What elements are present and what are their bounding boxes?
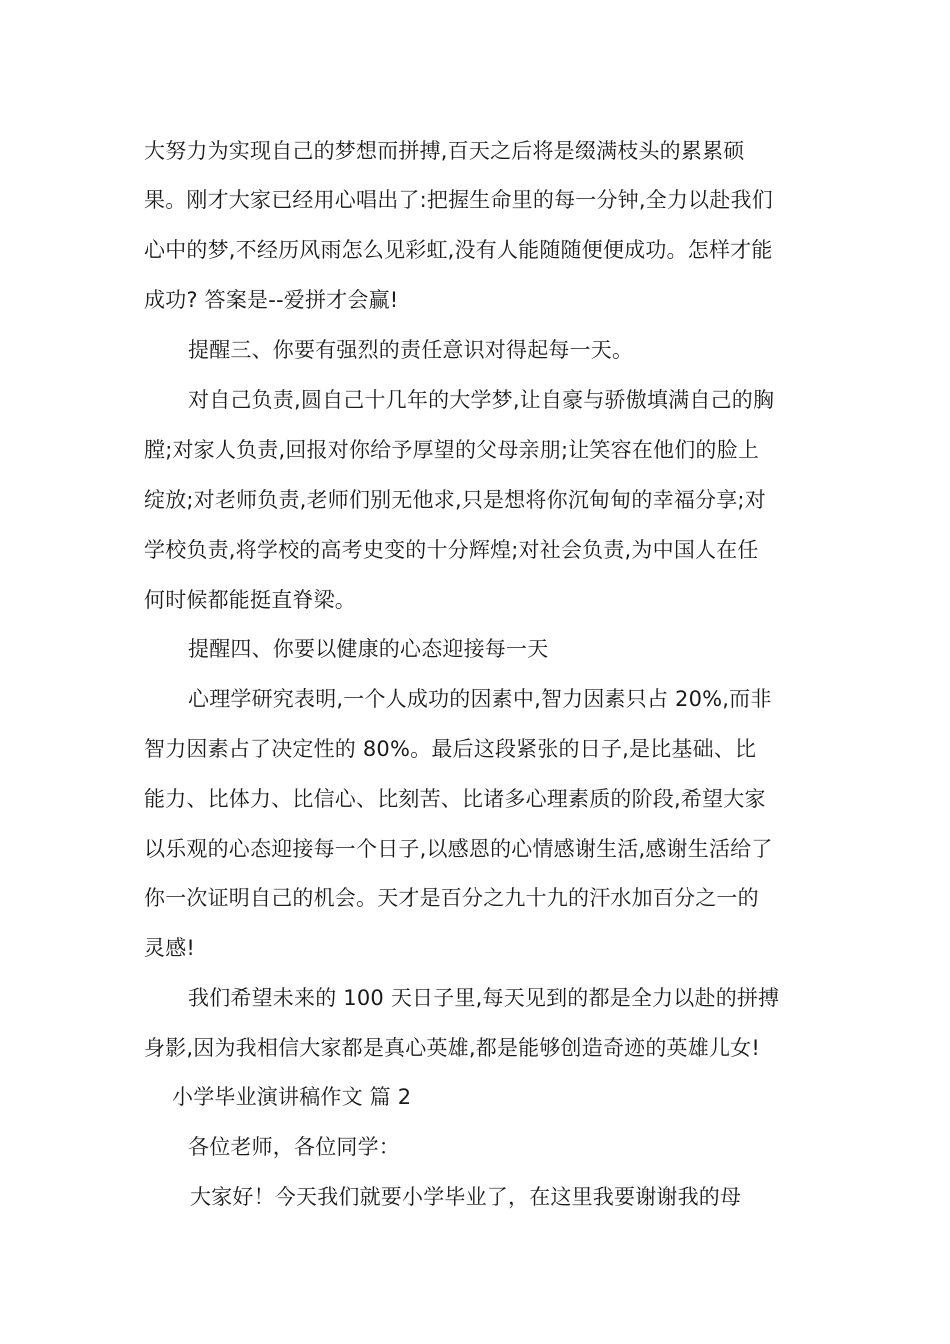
- text-line: 学校负责,将学校的高考史变的十分辉煌;对社会负责,为中国人在任: [144, 538, 759, 562]
- text-line: 大家好！今天我们就要小学毕业了，在这里我要谢谢我的母: [190, 1185, 742, 1209]
- text-line: 大努力为实现自己的梦想而拼搏,百天之后将是缀满枝头的累累硕: [144, 139, 745, 163]
- salutation: 各位老师，各位同学：: [188, 1135, 400, 1159]
- text-line: 智力因素占了决定性的 80%。最后这段紧张的日子,是比基础、比: [144, 737, 757, 761]
- text-line: 你一次证明自己的机会。天才是百分之九十九的汗水加百分之一的: [144, 886, 759, 910]
- text-line: 绽放;对老师负责,老师们别无他求,只是想将你沉甸甸的幸福分享;对: [144, 488, 766, 512]
- text-line: 身影,因为我相信大家都是真心英雄,都是能够创造奇迹的英雄儿女!: [144, 1036, 760, 1060]
- article-title: 小学毕业演讲稿作文 篇 2: [172, 1085, 412, 1109]
- section-heading-4: 提醒四、你要以健康的心态迎接每一天: [188, 637, 549, 661]
- text-line: 膛;对家人负责,回报对你给予厚望的父母亲朋;让笑容在他们的脸上: [144, 438, 760, 462]
- text-line: 何时候都能挺直脊梁。: [144, 588, 356, 612]
- text-line: 心理学研究表明,一个人成功的因素中,智力因素只占 20%,而非: [188, 687, 772, 711]
- section-heading-3: 提醒三、你要有强烈的责任意识对得起每一天。: [188, 338, 634, 362]
- text-line: 对自己负责,圆自己十几年的大学梦,让自豪与骄傲填满自己的胸: [188, 388, 775, 412]
- text-line: 心中的梦,不经历风雨怎么见彩虹,没有人能随随便便成功。怎样才能: [144, 238, 773, 262]
- text-line: 能力、比体力、比信心、比刻苦、比诸多心理素质的阶段,希望大家: [144, 787, 766, 811]
- text-line: 以乐观的心态迎接每一个日子,以感恩的心情感谢生活,感谢生活给了: [144, 837, 773, 861]
- text-line: 成功? 答案是--爱拼才会赢!: [144, 288, 399, 312]
- text-line: 灵感!: [144, 936, 196, 960]
- text-line: 我们希望未来的 100 天日子里,每天见到的都是全力以赴的拼搏: [188, 986, 780, 1010]
- text-line: 果。刚才大家已经用心唱出了:把握生命里的每一分钟,全力以赴我们: [144, 188, 773, 212]
